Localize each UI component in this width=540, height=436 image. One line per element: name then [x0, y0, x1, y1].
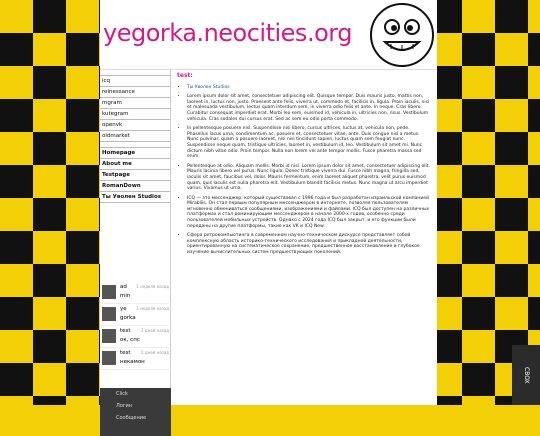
- content-list: [177, 85, 432, 256]
- list-item: • Pellentesque at odio. Aliquam mollis. Morbi id nisl. Lorem ipsum dolor sit amet, consectetuer adipiscing elit. Mauris lacinia libero vel purus. Nunc ligula. Donec tristique viverra dui. Fusce nibh magna, fringilla sed, iaculis sit amet, faucibus vel, dolor. Mauris fermentum, enim laoreet aliquet pharetra, velit purus euismod quam, quis iaculis est nulla pharetra elit. Vestibulum blandit facilisis metus. Nunc magna ut arcu imperdiet varius. Vivamus ut urna.: [187, 164, 432, 192]
- chat-time: 2 дней назад: [141, 328, 169, 333]
- chat-message-input[interactable]: Сообщение: [116, 415, 147, 421]
- nav-link-icq[interactable]: icq: [100, 76, 170, 87]
- chat-toolbar: [100, 388, 171, 436]
- nav-link-mgram[interactable]: mgram: [100, 98, 170, 109]
- chat-time: 1 неделя назад: [136, 284, 169, 289]
- list-item: • Lorem ipsum dolor sit amet, consectetuer adipiscing elit. Quisque tempor. Duis mauris justo, mattis non, laoreet in, luctus non, justo. Praesent ante felis, viverra ut, commodo et, facilisis in, ligula. Proin iaculis, nisi et malesuada vestibulum, lectus quam interdum sem, in viverra odio felis et ante. In neque. Cras libero. Curabitur consequat imperdiet erat. Morbi leo sem, euismod id, vehicula in, ultricies non, risus. Vestibulum vehicula. Cras sodales dui cursus erat. Sed ac sem eu odio porta commodo.: [187, 94, 432, 122]
- list-item: • ICQ — это мессенджер, который существовал с 1996 года и был разработан израильской компанией Mirabilis. Он стал первым популярным мессенджером в интернете, позволяя пользователям мгновенно обмениваться сообщениями, изображениями и файлами. ICQ был доступен на различных платформах и стал доминирующим мессенджером в начале 2000-х годов, особенно среди пользователей мобильных устройств. Однако с 2024 года ICQ был закрыт, и его функции были переданы на другие платформы, такие как VK и ICQ New.: [187, 196, 432, 230]
- chat-author: ad: [120, 284, 127, 290]
- list-item: [187, 85, 432, 91]
- main-content: [172, 70, 437, 405]
- site-title[interactable]: yegorka.neocities.org: [103, 19, 352, 47]
- page: [100, 0, 437, 421]
- nav-link-about[interactable]: About me: [100, 159, 170, 170]
- nav-link-reinessance[interactable]: reinessance: [100, 87, 170, 98]
- header: [100, 0, 437, 70]
- cbox-widget-button[interactable]: CBOX: [512, 345, 540, 405]
- chat-message: [100, 326, 171, 348]
- chat-message: [100, 282, 171, 304]
- nav-link-openvk[interactable]: openvk: [100, 120, 170, 131]
- avatar: [102, 351, 116, 365]
- sidebar: [100, 70, 171, 421]
- list-item: • Сфера ретрокомпьютинга в современном научно-техническом дискурсе представляет собой комплексную область историко-технического исследования и прикладной деятельности, ориентированную на систематическое сохранение, предшественное восстановление и глубокое изучение вычислительных систем предшествующих поколений.: [187, 233, 432, 255]
- chat-time: 1 неделя назад: [136, 306, 169, 311]
- avatar: [102, 307, 116, 321]
- avatar: [102, 285, 116, 299]
- nav-link-romandown[interactable]: RomanDown: [100, 181, 170, 192]
- content-label: test:: [177, 72, 193, 79]
- right-margin: [437, 0, 540, 405]
- chat-box: [100, 282, 171, 370]
- chat-author: ye: [120, 306, 127, 312]
- chat-author: test: [120, 350, 131, 356]
- chat-text: min: [120, 293, 131, 299]
- chat-text: ок, спс: [120, 337, 140, 343]
- studios-link[interactable]: Ты Уволен Studios: [187, 84, 230, 90]
- chat-message: [100, 304, 171, 326]
- chat-time: 2 дней назад: [141, 350, 169, 355]
- chat-message: [100, 348, 171, 370]
- chat-login[interactable]: Логин: [116, 403, 132, 409]
- avatar: [102, 329, 116, 343]
- chat-text: gorka: [120, 315, 136, 321]
- smiley-logo-icon: [369, 2, 435, 68]
- list-item: • In pellentesque posuere nisl. Suspendisse nisi libero, cursus ultrices, luctus at, vehicula non, pede. Phasellus lacus urna, condimentum ac, posuere et, consectetuer vitae, ante. Duis congue nisl a metus. Nunc pulvinar, quam a posuere laoreet, nisi nisi tincidunt sapien, luctus quam sem feugiat nunc. Suspendisse neque quam, tristique ultricies, laoreet in, vestibulum id, leo. Vestibulum sit amet mi. Nunc dictum nibh vitae odio. Proin tempor. Nulla non lorem vel ante tempor mollis. Fusce pharetra massa sed enim.: [187, 126, 432, 160]
- nav-link-testpage[interactable]: Testpage: [100, 170, 170, 181]
- chat-click[interactable]: Click: [116, 391, 128, 397]
- chat-author: test: [120, 328, 131, 334]
- chat-text: некамон: [120, 359, 145, 365]
- nav-link-oldmarket[interactable]: oldmarket: [100, 131, 170, 142]
- nav-link-studios[interactable]: Ты Уволен Studios: [100, 192, 170, 203]
- nav-link-homepage[interactable]: Homepage: [100, 148, 170, 159]
- nav-link-kutegram[interactable]: kutegram: [100, 109, 170, 120]
